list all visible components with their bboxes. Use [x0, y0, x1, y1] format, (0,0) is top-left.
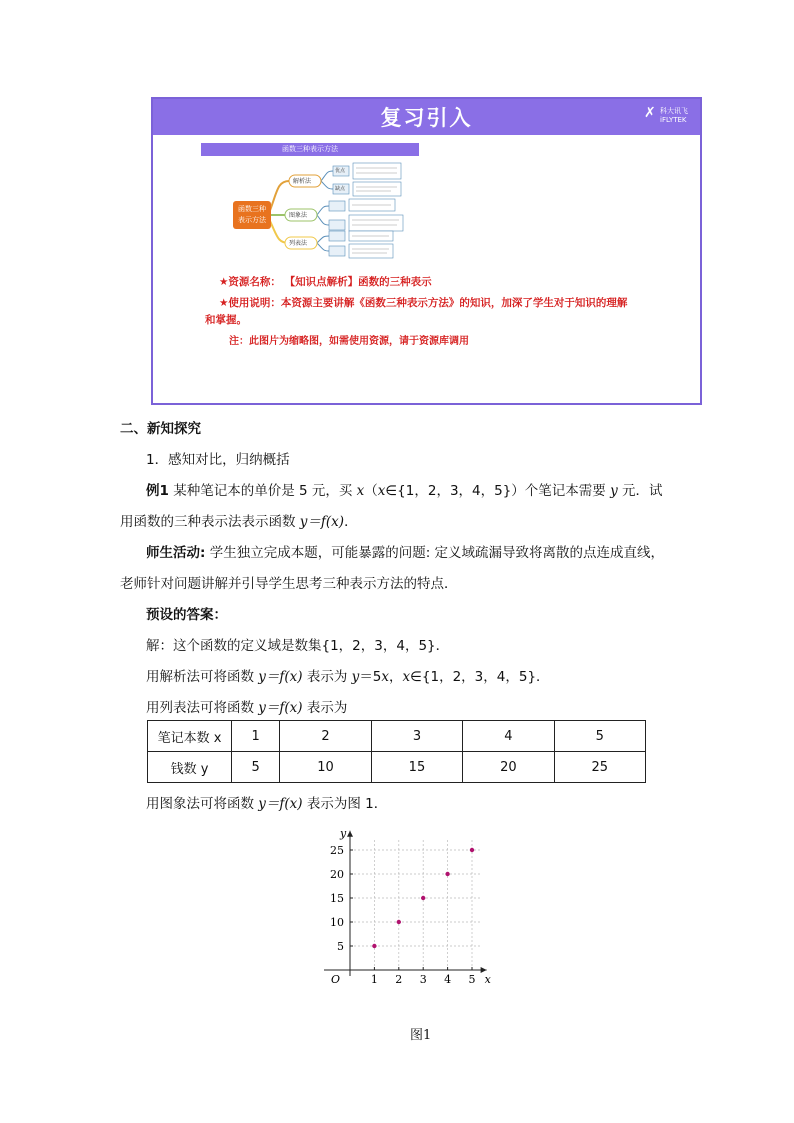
x-axis-label: x — [484, 973, 491, 986]
section-heading: 二、新知探究 — [120, 421, 201, 437]
x-tick-label: 5 — [468, 973, 476, 986]
x-tick-label: 3 — [419, 973, 427, 986]
data-point — [372, 944, 376, 948]
resource-name: ★资源名称： 【知识点解析】函数的三种表示 — [219, 276, 432, 288]
solution-text: 表示为 — [302, 700, 348, 716]
solution-line-3 — [146, 696, 347, 716]
tag-good: 优点 — [335, 168, 346, 174]
table-cell: 4 — [463, 721, 554, 752]
scatter-chart — [318, 820, 498, 1020]
subsection-heading: 1．感知对比，归纳概括 — [146, 452, 290, 468]
data-point — [445, 872, 449, 876]
solution-line-4 — [146, 792, 387, 812]
function-expression: y＝f(x) — [299, 514, 345, 530]
thumbnail-title: 函数三种表示方法 — [201, 143, 419, 156]
example-text: （ — [364, 483, 378, 499]
table-row — [148, 752, 646, 783]
solution-text: ＝5 — [359, 669, 382, 685]
var-y: y — [351, 669, 360, 685]
preset-answer-label: 预设的答案： — [146, 607, 227, 623]
table-cell: 20 — [463, 752, 554, 783]
x-tick-label: 2 — [395, 973, 403, 986]
thumbnail-note: 注：此图片为缩略图，如需使用资源，请于资源库调用 — [229, 336, 469, 347]
banner-title: 复习引入 — [380, 106, 473, 130]
table-cell: 5 — [554, 721, 645, 752]
y-tick-label: 15 — [330, 892, 344, 905]
example-text: ∈{1，2，3，4，5}）个笔记本需要 — [385, 483, 611, 499]
table-row — [148, 721, 646, 752]
table-header-cell: 钱数 y — [148, 752, 232, 783]
table-cell: 25 — [554, 752, 645, 783]
activity-text: 学生独立完成本题，可能暴露的问题: 定义域疏漏导致将离散的点连成直线， — [205, 545, 665, 561]
solution-text: ∈{1，2，3，4，5}． — [410, 669, 550, 685]
y-tick-label: 10 — [330, 916, 344, 929]
table-cell: 1 — [232, 721, 280, 752]
y-axis-arrow — [347, 831, 353, 837]
y-tick-label: 25 — [330, 844, 344, 857]
branch-graph: 图象法 — [289, 212, 308, 219]
solution-text: 用解析法可将函数 — [146, 669, 259, 685]
var-y: y — [610, 483, 618, 499]
table-cell: 15 — [371, 752, 462, 783]
table-cell: 10 — [280, 752, 371, 783]
var-x: x — [356, 483, 365, 499]
example-label: 例1 — [146, 483, 169, 499]
mindmap-image — [201, 143, 419, 269]
table-cell: 3 — [371, 721, 462, 752]
solution-text: 用图象法可将函数 — [146, 796, 259, 812]
activity-line-1 — [146, 541, 664, 561]
x-tick-label: 1 — [370, 973, 378, 986]
var-x: x — [381, 669, 390, 685]
y-axis-label: y — [340, 826, 347, 840]
resource-card — [151, 97, 702, 405]
usage-line-1: ★使用说明：本资源主要讲解《函数三种表示方法》的知识，加深了学生对于知识的理解 — [219, 297, 628, 309]
logo-en: iFLYTEK — [660, 116, 687, 124]
solution-text: 表示为图 1． — [302, 796, 388, 812]
solution-text: 表示为 — [302, 669, 352, 685]
tag-bad: 缺点 — [335, 186, 346, 192]
activity-label: 师生活动: — [146, 545, 206, 561]
banner-header — [153, 99, 700, 135]
function-expression: y＝f(x) — [258, 796, 303, 812]
branch-table: 列表法 — [289, 240, 308, 247]
x-tick-label: 4 — [444, 973, 452, 986]
function-expression: y＝f(x) — [258, 669, 303, 685]
solution-text: 用列表法可将函数 — [146, 700, 259, 716]
logo-mark-icon: ✗ — [644, 105, 656, 121]
figure-caption: 图1 — [410, 1028, 432, 1043]
table-header-cell: 笔记本数 x — [148, 721, 232, 752]
usage-line-2: 和掌握。 — [205, 314, 247, 326]
solution-text: ， — [389, 669, 403, 685]
value-table — [147, 720, 646, 783]
table-cell: 5 — [232, 752, 280, 783]
mindmap-thumbnail[interactable] — [201, 143, 419, 269]
table-cell: 2 — [280, 721, 371, 752]
data-point — [397, 920, 401, 924]
solution-line-1: 解：这个函数的定义域是数集{1，2，3，4，5}． — [146, 638, 450, 654]
data-point — [421, 896, 425, 900]
mindmap-center-node: 函数三种表示方法 — [238, 205, 266, 224]
example-text: 用函数的三种表示法表示函数 — [120, 514, 300, 530]
example-line-1 — [146, 479, 663, 499]
example-line-2 — [120, 510, 358, 530]
var-x: x — [377, 483, 386, 499]
logo-cn: 科大讯飞 — [660, 107, 688, 115]
iflytek-logo — [644, 105, 688, 125]
var-x: x — [402, 669, 411, 685]
origin-label: O — [330, 973, 340, 986]
example-text: 某种笔记本的单价是 5 元，买 — [168, 483, 357, 499]
data-point — [470, 848, 474, 852]
y-tick-label: 5 — [337, 940, 344, 953]
example-text: 元．试 — [617, 483, 663, 499]
function-expression: y＝f(x) — [258, 700, 303, 716]
y-tick-label: 20 — [330, 868, 344, 881]
solution-line-2 — [146, 665, 550, 685]
example-text: ． — [344, 514, 358, 530]
branch-analytic: 解析法 — [293, 178, 312, 185]
activity-line-2: 老师针对问题讲解并引导学生思考三种表示方法的特点． — [120, 576, 458, 592]
